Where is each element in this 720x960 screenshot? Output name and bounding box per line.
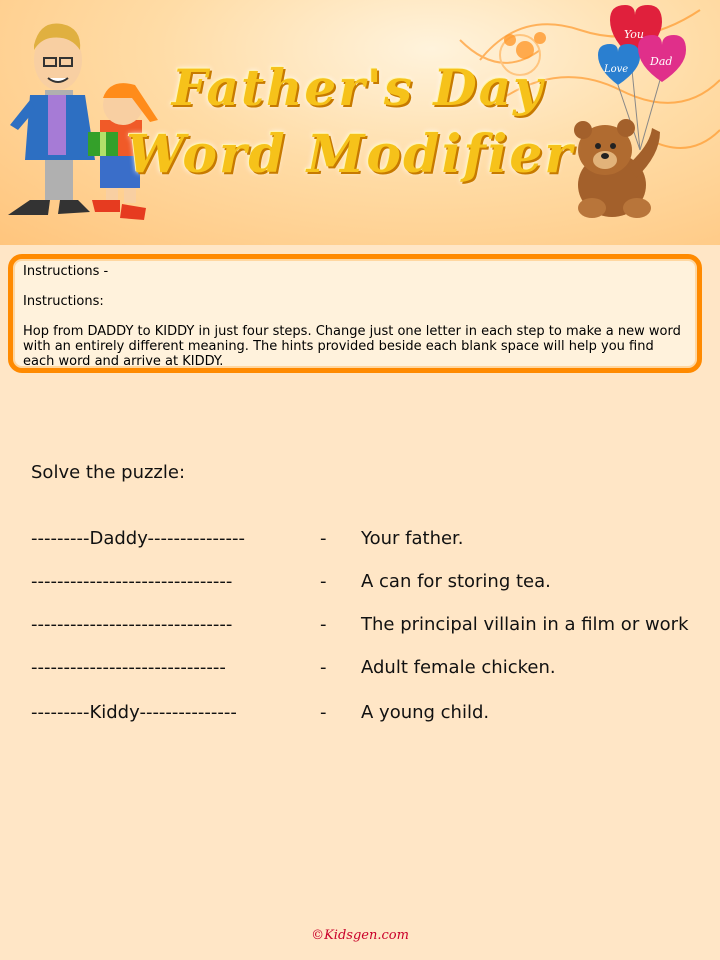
puzzle-hint: A young child. (361, 702, 490, 723)
row-separator: - (320, 571, 327, 592)
row-separator: - (320, 614, 327, 635)
puzzle-word-blank: ------------------------------- (31, 571, 233, 592)
instructions-subheading: Instructions: (23, 294, 104, 309)
puzzle-word-blank: ------------------------------ (31, 657, 226, 678)
balloon-text-you: You (624, 28, 645, 41)
puzzle-hint: Your father. (361, 528, 464, 549)
puzzle-hint: A can for storing tea. (361, 571, 551, 592)
father-illustration (8, 23, 95, 215)
puzzle-word-blank: ---------Kiddy--------------- (31, 702, 237, 723)
puzzle-title: Solve the puzzle: (31, 462, 186, 483)
instructions-body: Hop from DADDY to KIDDY in just four steps. Change just one letter in each step to make a new word with an entirely different meaning. The hints provided beside each blank space will help you find each word and arrive at KIDDY. (23, 324, 681, 369)
row-separator: - (320, 528, 327, 549)
copyright-link[interactable]: ©Kidsgen.com (311, 928, 409, 943)
instructions-heading: Instructions - (23, 264, 109, 279)
puzzle-word-blank: ------------------------------- (31, 614, 233, 635)
instructions-box (8, 254, 702, 373)
puzzle-hint: Adult female chicken. (361, 657, 556, 678)
row-separator: - (320, 657, 327, 678)
puzzle-word-blank: ---------Daddy--------------- (31, 528, 245, 549)
balloon-text-love: Love (604, 64, 629, 75)
balloon-text-dad: Dad (650, 55, 673, 68)
row-separator: - (320, 702, 327, 723)
header-artwork (0, 0, 720, 245)
puzzle-hint: The principal villain in a film or work (361, 614, 689, 635)
title-line-2: Word Modifier (126, 124, 574, 185)
header-banner (0, 0, 720, 245)
title-line-1: Father's Day (171, 58, 545, 117)
